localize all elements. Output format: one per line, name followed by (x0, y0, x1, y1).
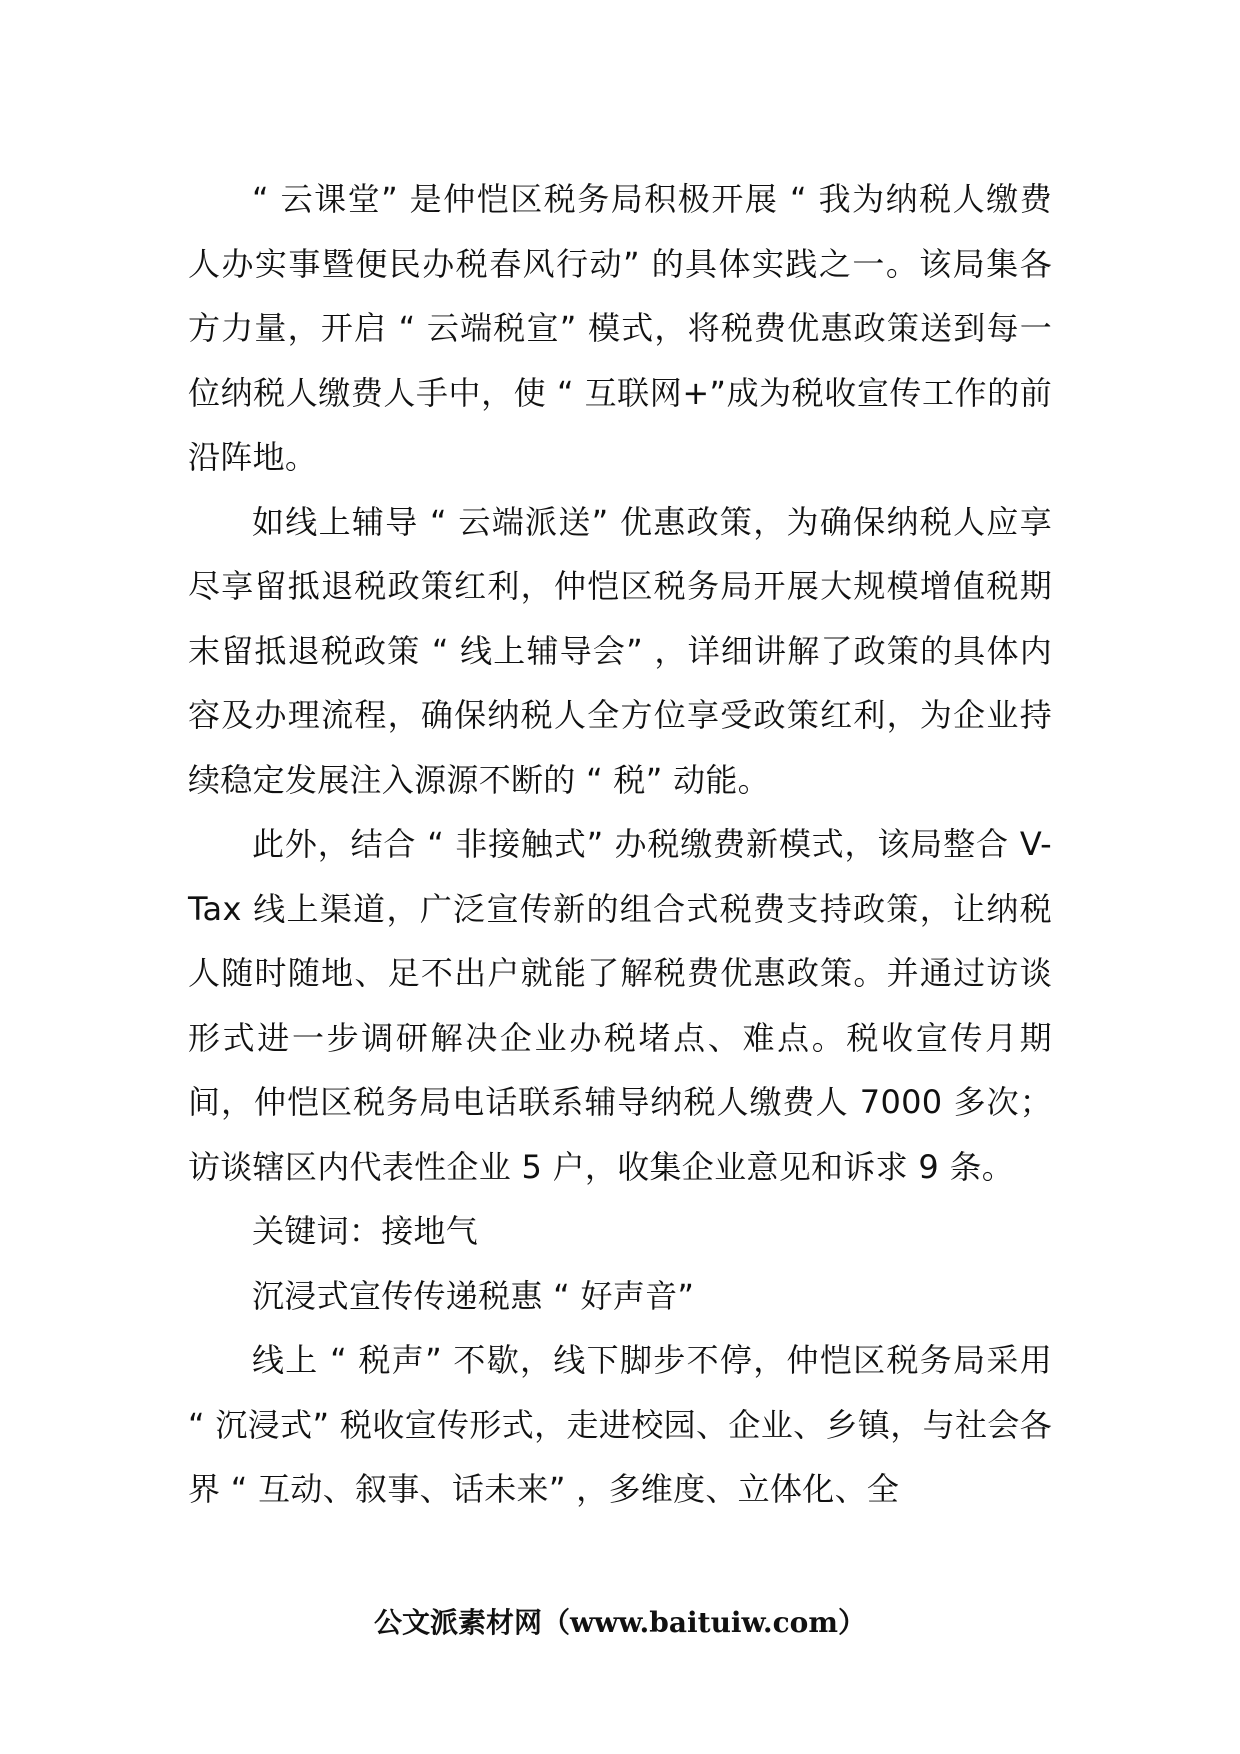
paragraph-keyword: 关键词：接地气 (252, 1212, 479, 1250)
paragraph-online-guidance: 如线上辅导 “ 云端派送” 优惠政策，为确保纳税人应享尽享留抵退税政策红利，仲恺区税务局开展大规模增值税期末留抵退税政策 “ 线上辅导会” ，详细讲解了政策的具体内容及办理流程，确保纳税人全方位享受政策红利，为企业持续稳定发展注入源源不断的 “ 税” 动能。 (188, 502, 1052, 799)
document-body (188, 167, 1052, 1522)
paragraph-cloud-classroom: “ 云课堂” 是仲恺区税务局积极开展 “ 我为纳税人缴费人办实事暨便民办税春风行动” 的具体实践之一。该局集各方力量，开启 “ 云端税宣” 模式，将税费优惠政策送到每一位纳税人缴费人手中，使 “ 互联网+”成为税收宣传工作的前沿阵地。 (188, 180, 1052, 476)
paragraph-immersive: 线上 “ 税声” 不歇，线下脚步不停，仲恺区税务局采用 “ 沉浸式” 税收宣传形式，走进校园、企业、乡镇，与社会各界 “ 互动、叙事、话未来” ，多维度、立体化、全 (188, 1341, 1052, 1508)
paragraph-non-contact: 此外，结合 “ 非接触式” 办税缴费新模式，该局整合 V-Tax 线上渠道，广泛宣传新的组合式税费支持政策，让纳税人随时随地、足不出户就能了解税费优惠政策。并通过访谈形式进一步调研解决企业办税堵点、难点。税收宣传月期间，仲恺区税务局电话联系辅导纳税人缴费人 7000 多次；访谈辖区内代表性企业 5 户，收集企业意见和诉求 9 条。 (188, 825, 1052, 1186)
paragraph-subheading: 沉浸式宣传传递税惠 “ 好声音” (252, 1276, 695, 1315)
footer-source-text: 公文派素材网（www.baituiw.com） (374, 1606, 866, 1639)
